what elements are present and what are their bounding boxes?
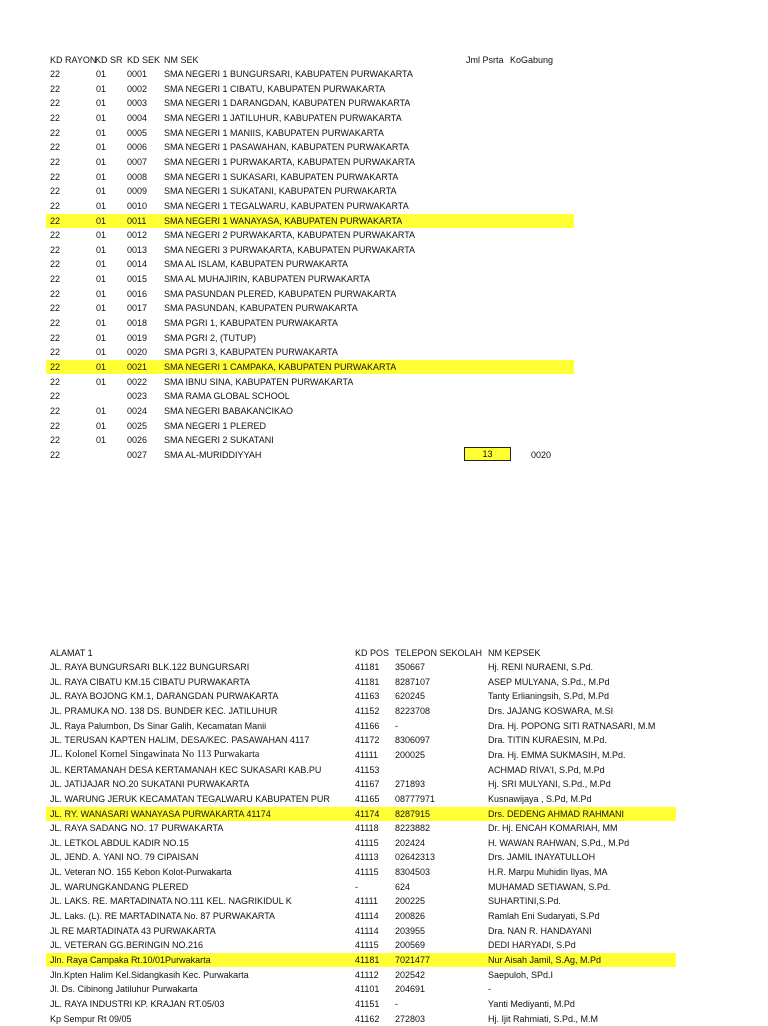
kd-sr-cell: 01 bbox=[96, 230, 107, 240]
nm-sek-cell: SMA NEGERI 1 CAMPAKA, KABUPATEN PURWAKARTA bbox=[164, 362, 397, 372]
school-row bbox=[0, 448, 768, 462]
kd-rayon-cell: 22 bbox=[50, 377, 61, 387]
alamat-cell: JL. WARUNG JERUK KECAMATAN TEGALWARU KABUPATEN PUR bbox=[50, 794, 330, 804]
kd-pos-cell: 41166 bbox=[355, 721, 380, 731]
jml-psrta-cell: 13 bbox=[464, 447, 511, 461]
kd-rayon-cell: 22 bbox=[50, 406, 61, 416]
telepon-cell: - bbox=[395, 999, 398, 1009]
kd-sr-cell: 01 bbox=[96, 216, 107, 226]
kd-pos-cell: 41152 bbox=[355, 706, 380, 716]
header-kd-sr: KD SR bbox=[95, 55, 123, 65]
address-row bbox=[0, 909, 768, 923]
kd-sek-cell: 0005 bbox=[127, 128, 148, 138]
kd-sek-cell: 0020 bbox=[127, 347, 148, 357]
nm-kepsek-cell: Ramlah Eni Sudaryati, S.Pd bbox=[488, 911, 600, 921]
nm-sek-cell: SMA RAMA GLOBAL SCHOOL bbox=[164, 391, 290, 401]
address-row bbox=[0, 953, 768, 967]
kd-sek-cell: 0011 bbox=[127, 216, 147, 226]
alamat-cell: JL. PRAMUKA NO. 138 DS. BUNDER KEC. JATILUHUR bbox=[50, 706, 278, 716]
kd-sek-cell: 0027 bbox=[127, 450, 148, 460]
school-row bbox=[0, 360, 768, 374]
header-alamat: ALAMAT 1 bbox=[50, 648, 93, 658]
nm-kepsek-cell: Hj. SRI MULYANI, S.Pd., M.Pd bbox=[488, 779, 611, 789]
header-kogabung: KoGabung bbox=[510, 55, 554, 65]
address-row bbox=[0, 733, 768, 747]
kd-rayon-cell: 22 bbox=[50, 98, 61, 108]
nm-sek-cell: SMA NEGERI 1 WANAYASA, KABUPATEN PURWAKARTA bbox=[164, 216, 403, 226]
kd-rayon-cell: 22 bbox=[50, 274, 61, 284]
kd-rayon-cell: 22 bbox=[50, 318, 61, 328]
kd-rayon-cell: 22 bbox=[50, 216, 61, 226]
telepon-cell: 200225 bbox=[395, 896, 426, 906]
kd-sek-cell: 0015 bbox=[127, 274, 148, 284]
alamat-cell: JL RE MARTADINATA 43 PURWAKARTA bbox=[50, 926, 216, 936]
kd-pos-cell: 41151 bbox=[355, 999, 380, 1009]
school-row bbox=[0, 155, 768, 169]
alamat-cell: JL. LAKS. RE. MARTADINATA NO.111 KEL. NAGRIKIDUL K bbox=[50, 896, 292, 906]
kd-sek-cell: 0021 bbox=[127, 362, 148, 372]
kd-rayon-cell: 22 bbox=[50, 421, 61, 431]
kd-pos-cell: 41118 bbox=[355, 823, 379, 833]
nm-sek-cell: SMA AL-MURIDDIYYAH bbox=[164, 450, 262, 460]
kd-sr-cell: 01 bbox=[96, 406, 107, 416]
school-row bbox=[0, 257, 768, 271]
kd-sr-cell: 01 bbox=[96, 377, 107, 387]
nm-sek-cell: SMA PGRI 2, (TUTUP) bbox=[164, 333, 257, 343]
school-row bbox=[0, 389, 768, 403]
kd-pos-cell: 41181 bbox=[355, 955, 380, 965]
telepon-cell: 7021477 bbox=[395, 955, 431, 965]
kd-pos-cell: 41115 bbox=[355, 940, 379, 950]
kd-sr-cell: 01 bbox=[96, 142, 107, 152]
kd-pos-cell: 41163 bbox=[355, 691, 380, 701]
kd-sr-cell: 01 bbox=[96, 303, 107, 313]
kd-sek-cell: 0010 bbox=[127, 201, 148, 211]
nm-sek-cell: SMA IBNU SINA, KABUPATEN PURWAKARTA bbox=[164, 377, 354, 387]
school-row bbox=[0, 199, 768, 213]
alamat-cell: JL. Kolonel Kornel Singawinata No 113 Purwakarta bbox=[50, 749, 260, 760]
school-row bbox=[0, 301, 768, 315]
nm-sek-cell: SMA NEGERI 1 BUNGURSARI, KABUPATEN PURWAKARTA bbox=[164, 69, 413, 79]
alamat-cell: JL. Laks. (L). RE MARTADINATA No. 87 PURWAKARTA bbox=[50, 911, 276, 921]
alamat-cell: JL. Raya Palumbon, Ds Sinar Galih, Kecamatan Manii bbox=[50, 721, 267, 731]
address-row bbox=[0, 924, 768, 938]
kd-sek-cell: 0026 bbox=[127, 435, 148, 445]
header-nm-sek: NM SEK bbox=[164, 55, 199, 65]
kd-sr-cell: 01 bbox=[96, 84, 107, 94]
kd-rayon-cell: 22 bbox=[50, 201, 61, 211]
nm-kepsek-cell: Dra. Hj. EMMA SUKMASIH, M.Pd. bbox=[488, 750, 626, 760]
kd-sr-cell: 01 bbox=[96, 186, 107, 196]
kd-sek-cell: 0002 bbox=[127, 84, 148, 94]
telepon-cell: 8304503 bbox=[395, 867, 431, 877]
kd-sr-cell: 01 bbox=[96, 435, 107, 445]
school-row bbox=[0, 184, 768, 198]
kd-rayon-cell: 22 bbox=[50, 259, 61, 269]
kd-sr-cell: 01 bbox=[96, 201, 107, 211]
kd-sr-cell: 01 bbox=[96, 259, 107, 269]
kd-sr-cell: 01 bbox=[96, 157, 107, 167]
kd-rayon-cell: 22 bbox=[50, 435, 61, 445]
kd-rayon-cell: 22 bbox=[50, 230, 61, 240]
kd-sek-cell: 0008 bbox=[127, 172, 148, 182]
nm-kepsek-cell: Yanti Mediyanti, M.Pd bbox=[488, 999, 575, 1009]
nm-kepsek-cell: Dra. TITIN KURAESIN, M.Pd. bbox=[488, 735, 607, 745]
kd-sek-cell: 0018 bbox=[127, 318, 148, 328]
school-row bbox=[0, 272, 768, 286]
telepon-cell: 350667 bbox=[395, 662, 426, 672]
kd-pos-cell: 41172 bbox=[355, 735, 380, 745]
alamat-cell: Kp Sempur Rt 09/05 bbox=[50, 1014, 132, 1024]
nm-sek-cell: SMA NEGERI 1 PLERED bbox=[164, 421, 267, 431]
header-telepon: TELEPON SEKOLAH bbox=[395, 648, 483, 658]
nm-sek-cell: SMA NEGERI 1 SUKATANI, KABUPATEN PURWAKARTA bbox=[164, 186, 397, 196]
nm-kepsek-cell: Dr. Hj. ENCAH KOMARIAH, MM bbox=[488, 823, 618, 833]
alamat-cell: JL. WARUNGKANDANG PLERED bbox=[50, 882, 189, 892]
address-row bbox=[0, 748, 768, 762]
kd-rayon-cell: 22 bbox=[50, 347, 61, 357]
header-nm-kepsek: NM KEPSEK bbox=[488, 648, 541, 658]
address-row bbox=[0, 865, 768, 879]
kd-pos-cell: - bbox=[355, 882, 358, 892]
kd-pos-cell: 41112 bbox=[355, 970, 379, 980]
kd-pos-cell: 41101 bbox=[355, 984, 380, 994]
kd-sr-cell: 01 bbox=[96, 289, 107, 299]
nm-sek-cell: SMA AL MUHAJIRIN, KABUPATEN PURWAKARTA bbox=[164, 274, 371, 284]
kd-sek-cell: 0019 bbox=[127, 333, 148, 343]
address-row bbox=[0, 807, 768, 821]
kd-pos-cell: 41114 bbox=[355, 926, 379, 936]
kd-rayon-cell: 22 bbox=[50, 391, 61, 401]
kd-sek-cell: 0017 bbox=[127, 303, 148, 313]
school-row bbox=[0, 96, 768, 110]
school-row bbox=[0, 404, 768, 418]
kd-rayon-cell: 22 bbox=[50, 333, 61, 343]
kd-rayon-cell: 22 bbox=[50, 245, 61, 255]
kd-rayon-cell: 22 bbox=[50, 450, 61, 460]
alamat-cell: Jl. Ds. Cibinong Jatiluhur Purwakarta bbox=[50, 984, 198, 994]
kd-sr-cell: 01 bbox=[96, 98, 107, 108]
nm-kepsek-cell: MUHAMAD SETIAWAN, S.Pd. bbox=[488, 882, 611, 892]
nm-sek-cell: SMA NEGERI 1 MANIIS, KABUPATEN PURWAKARTA bbox=[164, 128, 384, 138]
nm-sek-cell: SMA AL ISLAM, KABUPATEN PURWAKARTA bbox=[164, 259, 349, 269]
kd-sr-cell: 01 bbox=[96, 69, 107, 79]
address-row bbox=[0, 704, 768, 718]
kd-sek-cell: 0022 bbox=[127, 377, 148, 387]
telepon-cell: 202542 bbox=[395, 970, 426, 980]
kd-sek-cell: 0004 bbox=[127, 113, 148, 123]
nm-sek-cell: SMA NEGERI 1 CIBATU, KABUPATEN PURWAKARTA bbox=[164, 84, 386, 94]
telepon-cell: 271893 bbox=[395, 779, 426, 789]
telepon-cell: 204691 bbox=[395, 984, 426, 994]
telepon-cell: 02642313 bbox=[395, 852, 436, 862]
school-row bbox=[0, 287, 768, 301]
nm-sek-cell: SMA NEGERI 2 SUKATANI bbox=[164, 435, 274, 445]
telepon-cell: 200569 bbox=[395, 940, 426, 950]
telepon-cell: 203955 bbox=[395, 926, 426, 936]
telepon-cell: 08777971 bbox=[395, 794, 436, 804]
kd-pos-cell: 41167 bbox=[355, 779, 380, 789]
school-row bbox=[0, 214, 768, 228]
nm-kepsek-cell: - bbox=[488, 984, 491, 994]
kd-rayon-cell: 22 bbox=[50, 157, 61, 167]
alamat-cell: JL. RAYA BOJONG KM.1, DARANGDAN PURWAKARTA bbox=[50, 691, 279, 701]
alamat-cell: JL. RAYA CIBATU KM.15 CIBATU PURWAKARTA bbox=[50, 677, 251, 687]
nm-sek-cell: SMA PGRI 3, KABUPATEN PURWAKARTA bbox=[164, 347, 338, 357]
telepon-cell: 200826 bbox=[395, 911, 426, 921]
nm-kepsek-cell: ACHMAD RIVA'I, S.Pd, M.Pd bbox=[488, 765, 605, 775]
nm-sek-cell: SMA PASUNDAN, KABUPATEN PURWAKARTA bbox=[164, 303, 358, 313]
address-row bbox=[0, 938, 768, 952]
nm-sek-cell: SMA PASUNDAN PLERED, KABUPATEN PURWAKARTA bbox=[164, 289, 397, 299]
kd-sek-cell: 0003 bbox=[127, 98, 148, 108]
address-row bbox=[0, 836, 768, 850]
nm-kepsek-cell: H.R. Marpu Muhidin Ilyas, MA bbox=[488, 867, 608, 877]
kd-rayon-cell: 22 bbox=[50, 303, 61, 313]
kd-sr-cell: 01 bbox=[96, 113, 107, 123]
address-row bbox=[0, 719, 768, 733]
telepon-cell: 8223708 bbox=[395, 706, 431, 716]
school-row bbox=[0, 331, 768, 345]
alamat-cell: JL. TERUSAN KAPTEN HALIM, DESA/KEC. PASAWAHAN 4117 bbox=[50, 735, 310, 745]
address-row bbox=[0, 777, 768, 791]
kd-pos-cell: 41115 bbox=[355, 838, 379, 848]
address-row bbox=[0, 894, 768, 908]
address-row bbox=[0, 689, 768, 703]
address-row bbox=[0, 675, 768, 689]
alamat-cell: JL. JEND. A. YANI NO. 79 CIPAISAN bbox=[50, 852, 199, 862]
school-row bbox=[0, 375, 768, 389]
kogabung-cell: 0020 bbox=[531, 450, 552, 460]
nm-kepsek-cell: Hj. Ijit Rahmiati, S.Pd., M.M bbox=[488, 1014, 599, 1024]
kd-rayon-cell: 22 bbox=[50, 113, 61, 123]
school-row bbox=[0, 419, 768, 433]
telepon-cell: 620245 bbox=[395, 691, 426, 701]
kd-rayon-cell: 22 bbox=[50, 128, 61, 138]
alamat-cell: JL. RAYA INDUSTRI KP. KRAJAN RT.05/03 bbox=[50, 999, 225, 1009]
kd-sek-cell: 0023 bbox=[127, 391, 148, 401]
kd-sr-cell: 01 bbox=[96, 347, 107, 357]
kd-sek-cell: 0016 bbox=[127, 289, 148, 299]
address-row bbox=[0, 968, 768, 982]
school-row bbox=[0, 67, 768, 81]
telepon-cell: 272803 bbox=[395, 1014, 426, 1024]
kd-sr-cell: 01 bbox=[96, 274, 107, 284]
alamat-cell: JL. RAYA BUNGURSARI BLK.122 BUNGURSARI bbox=[50, 662, 250, 672]
school-row bbox=[0, 170, 768, 184]
nm-kepsek-cell: Hj. RENI NURAENI, S.Pd. bbox=[488, 662, 594, 672]
kd-pos-cell: 41153 bbox=[355, 765, 380, 775]
nm-sek-cell: SMA NEGERI 2 PURWAKARTA, KABUPATEN PURWAKARTA bbox=[164, 230, 416, 240]
alamat-cell: JL. Veteran NO. 155 Kebon Kolot-Purwakarta bbox=[50, 867, 232, 877]
nm-kepsek-cell: Drs. DEDENG AHMAD RAHMANI bbox=[488, 809, 625, 819]
kd-sek-cell: 0001 bbox=[127, 69, 148, 79]
school-row bbox=[0, 316, 768, 330]
kd-sr-cell: 01 bbox=[96, 245, 107, 255]
nm-kepsek-cell: SUHARTINI,S.Pd. bbox=[488, 896, 561, 906]
header-kd-rayon: KD RAYON bbox=[50, 55, 97, 65]
kd-sr-cell: 01 bbox=[96, 421, 107, 431]
kd-sek-cell: 0024 bbox=[127, 406, 148, 416]
nm-kepsek-cell: ASEP MULYANA, S.Pd., M.Pd bbox=[488, 677, 610, 687]
kd-pos-cell: 41115 bbox=[355, 867, 379, 877]
kd-rayon-cell: 22 bbox=[50, 84, 61, 94]
nm-kepsek-cell: Drs. JAMIL INAYATULLOH bbox=[488, 852, 596, 862]
kd-sr-cell: 01 bbox=[96, 362, 107, 372]
kd-pos-cell: 41111 bbox=[355, 896, 379, 906]
nm-kepsek-cell: Tanty Erlianingsih, S.Pd, M.Pd bbox=[488, 691, 610, 701]
alamat-cell: Jln.Kpten Halim Kel.Sidangkasih Kec. Purwakarta bbox=[50, 970, 249, 980]
alamat-cell: JL. KERTAMANAH DESA KERTAMANAH KEC SUKASARI KAB.PU bbox=[50, 765, 322, 775]
nm-kepsek-cell: Nur Aisah Jamil, S.Ag, M.Pd bbox=[488, 955, 602, 965]
kd-sr-cell: 01 bbox=[96, 128, 107, 138]
nm-sek-cell: SMA NEGERI 1 JATILUHUR, KABUPATEN PURWAKARTA bbox=[164, 113, 402, 123]
school-row bbox=[0, 345, 768, 359]
kd-sek-cell: 0013 bbox=[127, 245, 148, 255]
kd-pos-cell: 41181 bbox=[355, 677, 380, 687]
address-row bbox=[0, 763, 768, 777]
school-row bbox=[0, 82, 768, 96]
telepon-cell: 8223882 bbox=[395, 823, 431, 833]
address-row bbox=[0, 880, 768, 894]
address-row bbox=[0, 821, 768, 835]
nm-kepsek-cell: Dra. Hj. POPONG SITI RATNASARI, M.M bbox=[488, 721, 656, 731]
nm-kepsek-cell: DEDI HARYADI, S.Pd bbox=[488, 940, 576, 950]
nm-kepsek-cell: H. WAWAN RAHWAN, S.Pd., M.Pd bbox=[488, 838, 630, 848]
kd-rayon-cell: 22 bbox=[50, 289, 61, 299]
kd-sr-cell: 01 bbox=[96, 333, 107, 343]
telepon-cell: 8306097 bbox=[395, 735, 431, 745]
nm-sek-cell: SMA NEGERI 1 SUKASARI, KABUPATEN PURWAKARTA bbox=[164, 172, 399, 182]
address-row bbox=[0, 982, 768, 996]
alamat-cell: JL. RAYA SADANG NO. 17 PURWAKARTA bbox=[50, 823, 224, 833]
header-jml-psrta: Jml Psrta bbox=[466, 55, 504, 65]
kd-rayon-cell: 22 bbox=[50, 69, 61, 79]
nm-sek-cell: SMA NEGERI 1 TEGALWARU, KABUPATEN PURWAKARTA bbox=[164, 201, 409, 211]
alamat-cell: JL. LETKOL ABDUL KADIR NO.15 bbox=[50, 838, 189, 848]
telepon-cell: 202424 bbox=[395, 838, 426, 848]
school-row bbox=[0, 140, 768, 154]
kd-rayon-cell: 22 bbox=[50, 142, 61, 152]
kd-pos-cell: 41181 bbox=[355, 662, 380, 672]
telepon-cell: - bbox=[395, 721, 398, 731]
nm-sek-cell: SMA NEGERI 3 PURWAKARTA, KABUPATEN PURWAKARTA bbox=[164, 245, 416, 255]
kd-sek-cell: 0025 bbox=[127, 421, 148, 431]
telepon-cell: 8287107 bbox=[395, 677, 431, 687]
nm-sek-cell: SMA NEGERI 1 PURWAKARTA, KABUPATEN PURWAKARTA bbox=[164, 157, 416, 167]
kd-pos-cell: 41174 bbox=[355, 809, 380, 819]
address-row bbox=[0, 997, 768, 1011]
nm-kepsek-cell: Kusnawijaya , S.Pd, M.Pd bbox=[488, 794, 592, 804]
alamat-cell: JL. VETERAN GG.BERINGIN NO.216 bbox=[50, 940, 204, 950]
address-table-header bbox=[0, 646, 768, 660]
nm-sek-cell: SMA PGRI 1, KABUPATEN PURWAKARTA bbox=[164, 318, 338, 328]
kd-sek-cell: 0014 bbox=[127, 259, 148, 269]
nm-sek-cell: SMA NEGERI BABAKANCIKAO bbox=[164, 406, 294, 416]
address-row bbox=[0, 850, 768, 864]
school-row bbox=[0, 243, 768, 257]
header-kd-sek: KD SEK bbox=[127, 55, 161, 65]
kd-sek-cell: 0012 bbox=[127, 230, 148, 240]
alamat-cell: JL. JATIJAJAR NO.20 SUKATANI PURWAKARTA bbox=[50, 779, 250, 789]
kd-sek-cell: 0007 bbox=[127, 157, 148, 167]
address-row bbox=[0, 792, 768, 806]
kd-sr-cell: 01 bbox=[96, 172, 107, 182]
kd-pos-cell: 41165 bbox=[355, 794, 380, 804]
school-row bbox=[0, 111, 768, 125]
kd-sek-cell: 0006 bbox=[127, 142, 148, 152]
nm-sek-cell: SMA NEGERI 1 PASAWAHAN, KABUPATEN PURWAKARTA bbox=[164, 142, 410, 152]
telepon-cell: 8287915 bbox=[395, 809, 431, 819]
kd-pos-cell: 41162 bbox=[355, 1014, 380, 1024]
nm-kepsek-cell: Saepuloh, SPd.I bbox=[488, 970, 554, 980]
alamat-cell: JL. RY. WANASARI WANAYASA PURWAKARTA 41174 bbox=[50, 809, 271, 819]
school-table-header bbox=[0, 53, 768, 67]
telepon-cell: 200025 bbox=[395, 750, 426, 760]
nm-kepsek-cell: Dra. NAN R. HANDAYANI bbox=[488, 926, 592, 936]
nm-sek-cell: SMA NEGERI 1 DARANGDAN, KABUPATEN PURWAKARTA bbox=[164, 98, 411, 108]
kd-sr-cell: 01 bbox=[96, 318, 107, 328]
kd-pos-cell: 41114 bbox=[355, 911, 379, 921]
school-row bbox=[0, 126, 768, 140]
telepon-cell: 624 bbox=[395, 882, 411, 892]
school-row bbox=[0, 433, 768, 447]
kd-rayon-cell: 22 bbox=[50, 186, 61, 196]
kd-rayon-cell: 22 bbox=[50, 362, 61, 372]
kd-rayon-cell: 22 bbox=[50, 172, 61, 182]
nm-kepsek-cell: Drs. JAJANG KOSWARA, M.SI bbox=[488, 706, 614, 716]
alamat-cell: Jln. Raya Campaka Rt.10/01Purwakarta bbox=[50, 955, 211, 965]
kd-pos-cell: 41111 bbox=[355, 750, 379, 760]
school-row bbox=[0, 228, 768, 242]
kd-sek-cell: 0009 bbox=[127, 186, 148, 196]
kd-pos-cell: 41113 bbox=[355, 852, 379, 862]
header-kd-pos: KD POS bbox=[355, 648, 390, 658]
address-row bbox=[0, 660, 768, 674]
